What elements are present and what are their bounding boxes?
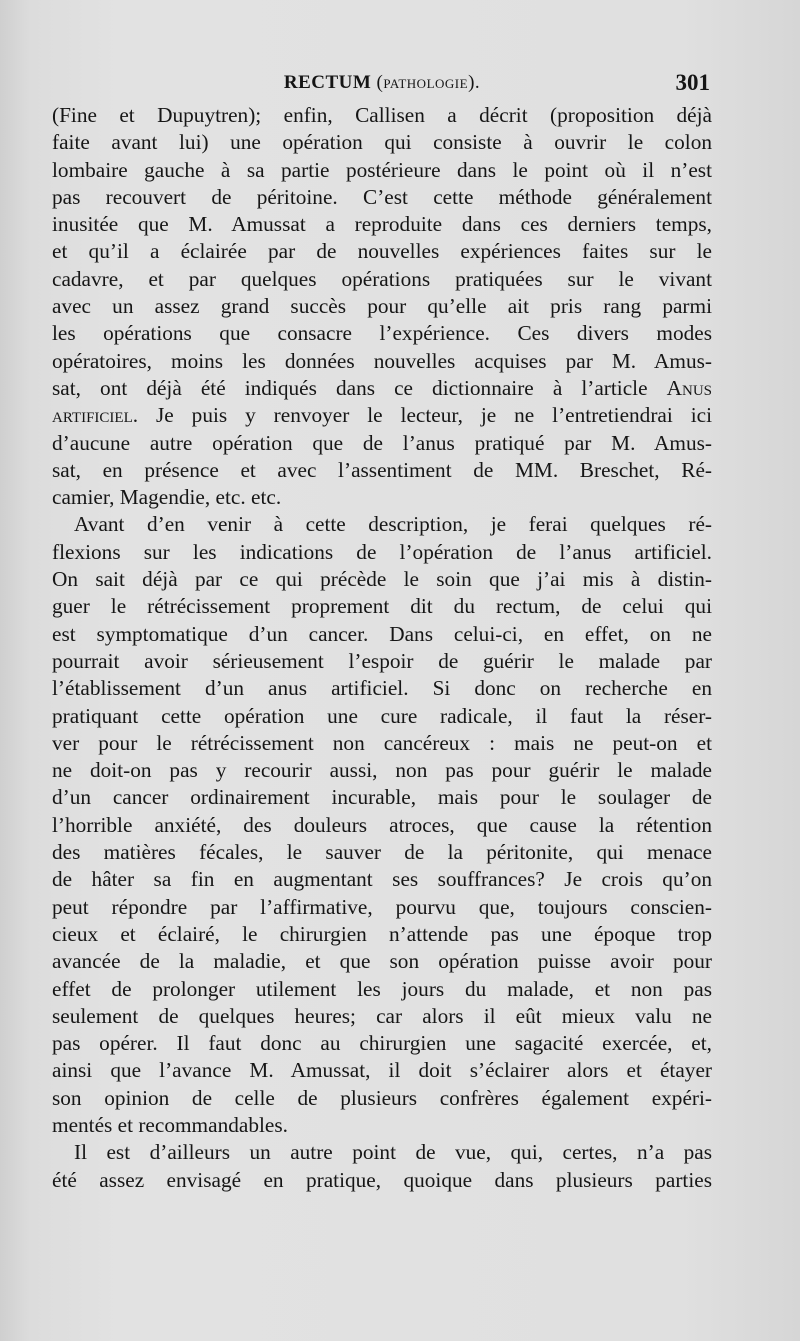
text-line: son opinion de celle de plusieurs confrères également expéri- (52, 1085, 712, 1110)
body-text (52, 102, 712, 1194)
text-line: pas recouvert de péritoine. C’est cette méthode généralement (52, 184, 712, 209)
running-head-subtitle: (pathologie). (376, 72, 481, 93)
text-line: lombaire gauche à sa partie postérieure dans le point où il n’est (52, 157, 712, 182)
text-line: d’aucune autre opération que de l’anus pratiqué par M. Amus- (52, 430, 712, 455)
text-line: été assez envisagé en pratique, quoique dans plusieurs parties (52, 1167, 712, 1192)
text-line: et qu’il a éclairée par de nouvelles expériences faites sur le (52, 239, 712, 264)
text-line: flexions sur les indications de l’opération de l’anus artificiel. (52, 539, 712, 564)
text-line: ne doit-on pas y recourir aussi, non pas pour guérir le malade (52, 758, 712, 783)
text-line-part: sat, ont déjà été indiqués dans ce dictionnaire à l’article (52, 375, 648, 400)
text-line-part: Je puis y renvoyer le lecteur, je ne l’entretiendrai ici (156, 403, 712, 428)
text-line: les opérations que consacre l’expérience. Ces divers modes (52, 321, 712, 346)
text-line: mentés et recommandables. (52, 1112, 288, 1137)
text-line: seulement de quelques heures; car alors il eût mieux valu ne (52, 1003, 712, 1028)
text-line: (Fine et Dupuytren); enfin, Callisen a décrit (proposition déjà (52, 103, 712, 127)
text-line: faite avant lui) une opération qui consiste à ouvrir le colon (52, 130, 712, 155)
text-line: opératoires, moins les données nouvelles acquises par M. Amus- (52, 348, 712, 373)
text-line: peut répondre par l’affirmative, pourvu que, toujours conscien- (52, 894, 712, 919)
page-header (52, 70, 712, 104)
text-line: avec un assez grand succès pour qu’elle ait pris rang parmi (52, 294, 712, 319)
text-line: effet de prolonger utilement les jours du malade, et non pas (52, 976, 712, 1001)
text-line: On sait déjà par ce qui précède le soin que j’ai mis à distin- (52, 567, 712, 592)
text-line (52, 375, 712, 402)
page-number: 301 (675, 70, 710, 95)
text-line: cadavre, et par quelques opérations pratiquées sur le vivant (52, 266, 712, 291)
running-head (52, 72, 712, 94)
text-line: d’un cancer ordinairement incurable, mais pour le soulager de (52, 785, 712, 810)
text-line: avancée de la maladie, et que son opération puisse avoir pour (52, 949, 712, 974)
text-line: pas opérer. Il faut donc au chirurgien une sagacité exercée, et, (52, 1031, 712, 1056)
text-line (52, 402, 712, 429)
small-caps-word: artificiel. (52, 403, 139, 428)
text-line: ver pour le rétrécissement non cancéreux : mais ne peut-on et (52, 730, 712, 755)
text-line: pourrait avoir sérieusement l’espoir de guérir le malade par (52, 648, 712, 673)
small-caps-word: Anus (666, 375, 713, 400)
text-line: camier, Magendie, etc. etc. (52, 485, 282, 510)
running-head-title: RECTUM (283, 72, 372, 93)
text-line: cieux et éclairé, le chirurgien n’attende pas une époque trop (52, 921, 712, 946)
text-line: de hâter sa fin en augmentant ses souffrances? Je crois qu’on (52, 867, 712, 892)
text-line: inusitée que M. Amussat a reproduite dans ces derniers temps, (52, 212, 712, 237)
text-line: sat, en présence et avec l’assentiment de MM. Breschet, Ré- (52, 457, 712, 482)
text-line: pratiquant cette opération une cure radicale, il faut la réser- (52, 703, 712, 728)
text-line: est symptomatique d’un cancer. Dans celui-ci, en effet, on ne (52, 621, 712, 646)
paragraph-first-line: Avant d’en venir à cette description, je ferai quelques ré- (74, 512, 712, 537)
text-line: l’établissement d’un anus artificiel. Si donc on recherche en (52, 676, 712, 701)
text-line: guer le rétrécissement proprement dit du rectum, de celui qui (52, 594, 712, 619)
text-line: ainsi que l’avance M. Amussat, il doit s’éclairer alors et étayer (52, 1058, 712, 1083)
text-line: des matières fécales, le sauver de la péritonite, qui menace (52, 840, 712, 865)
text-line: l’horrible anxiété, des douleurs atroces, que cause la rétention (52, 812, 712, 837)
paragraph-first-line: Il est d’ailleurs un autre point de vue, qui, certes, n’a pas (74, 1140, 712, 1165)
